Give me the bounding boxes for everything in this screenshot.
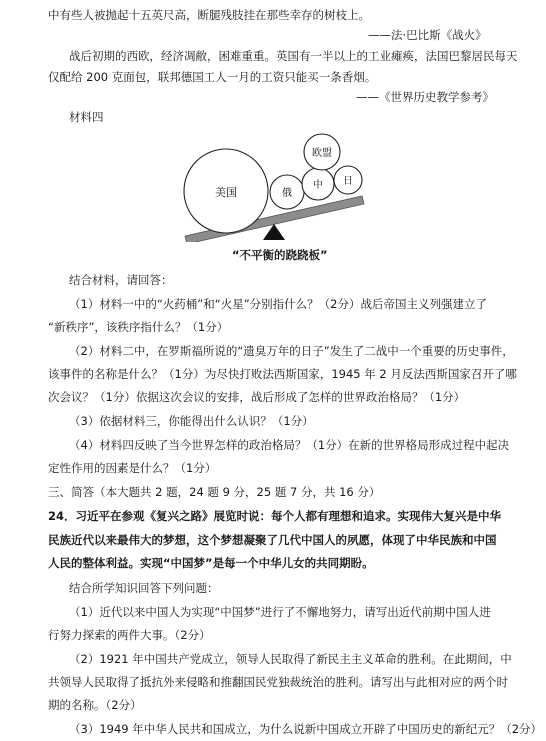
section-three-heading: 三、简答（本大题共 2 题，24 题 9 分，25 题 7 分，共 16 分） xyxy=(48,485,381,499)
question-2-line-3: 次会议？（1分）依据这次会议的安排，战后形成了怎样的世界政治格局？（1分） xyxy=(48,390,466,404)
japan-label: 日 xyxy=(343,176,353,187)
question-3: （3）依据材料三，你能得出什么认识？（1分） xyxy=(69,414,314,428)
q24-stem-line-1: 24．习近平在参观《复兴之路》展览时说：每个人都有理想和追求。实现伟大复兴是中华 xyxy=(48,509,501,523)
source-attribution-1: ——法·巴比斯《战火》 xyxy=(368,28,487,42)
q24-part-2-line-1: （2）1921 年中国共产党成立，领导人民取得了新民主主义革命的胜利。在此期间，中 xyxy=(69,652,512,666)
q24-stem-line-2: 民族近代以来最伟大的梦想，这个梦想凝聚了几代中国人的夙愿，体现了中华民族和中国 xyxy=(48,533,497,547)
line-1: 中有些人被抛起十五英尺高，断腿残肢挂在那些幸存的树枝上。 xyxy=(48,8,370,22)
q24-part-1-line-2: 行努力探索的两件大事。（2分） xyxy=(48,628,211,642)
question-1-line-2: “新秩序”，该秩序指什么？（1分） xyxy=(48,320,229,334)
question-4-line-1: （4）材料四反映了当今世界怎样的政治格局？（1分）在新的世界格局形成过程中起决 xyxy=(69,438,510,452)
diagram-caption: “不平衡的跷跷板” xyxy=(232,248,328,262)
q24-instruction: 结合所学知识回答下列问题： xyxy=(69,581,219,595)
seesaw-diagram xyxy=(0,132,546,242)
question-2-line-2: 该事件的名称是什么？（1分）为尽快打败法西斯国家，1945 年 2 月反法西斯国家召开了哪 xyxy=(48,367,517,381)
usa-label: 美国 xyxy=(215,186,237,199)
q24-stem-line-3: 人民的整体利益。实现“中国梦”是每一个中华儿女的共同期盼。 xyxy=(48,556,374,570)
source-attribution-2: ——《世界历史教学参考》 xyxy=(356,90,494,104)
q24-part-2-line-3: 期的名称。（2分） xyxy=(48,698,142,712)
q24-part-1-line-1: （1）近代以来中国人为实现“中国梦”进行了不懈地努力，请写出近代前期中国人进 xyxy=(69,605,491,619)
question-2-line-1: （2）材料二中，在罗斯福所说的“遗臭万年的日子”发生了二战中一个重要的历史事件， xyxy=(69,344,514,358)
china-label: 中 xyxy=(313,180,323,191)
q24-part-3: （3）1949 年中华人民共和国成立，为什么说新中国成立开辟了中国历史的新纪元？（2分） xyxy=(69,722,543,736)
russia-label: 俄 xyxy=(282,188,292,199)
material-four-heading: 材料四 xyxy=(69,110,104,124)
question-4-line-2: 定性作用的因素是什么？（1分） xyxy=(48,461,217,475)
instruction: 结合材料，请回答： xyxy=(69,273,173,287)
line-4: 仅配给 200 克面包，联邦德国工人一月的工资只能买一条香烟。 xyxy=(48,70,377,84)
q24-part-2-line-2: 共领导人民取得了抵抗外来侵略和推翻国民党独裁统治的胜利。请写出与此相对应的两个时 xyxy=(48,675,508,689)
question-1-line-1: （1）材料一中的“火药桶”和“火星”分别指什么？（2分）战后帝国主义列强建立了 xyxy=(69,297,487,311)
eu-label: 欧盟 xyxy=(312,148,332,159)
line-3: 战后初期的西欧，经济凋敝，困难重重。英国有一半以上的工业瘫痪，法国巴黎居民每天 xyxy=(69,49,518,63)
